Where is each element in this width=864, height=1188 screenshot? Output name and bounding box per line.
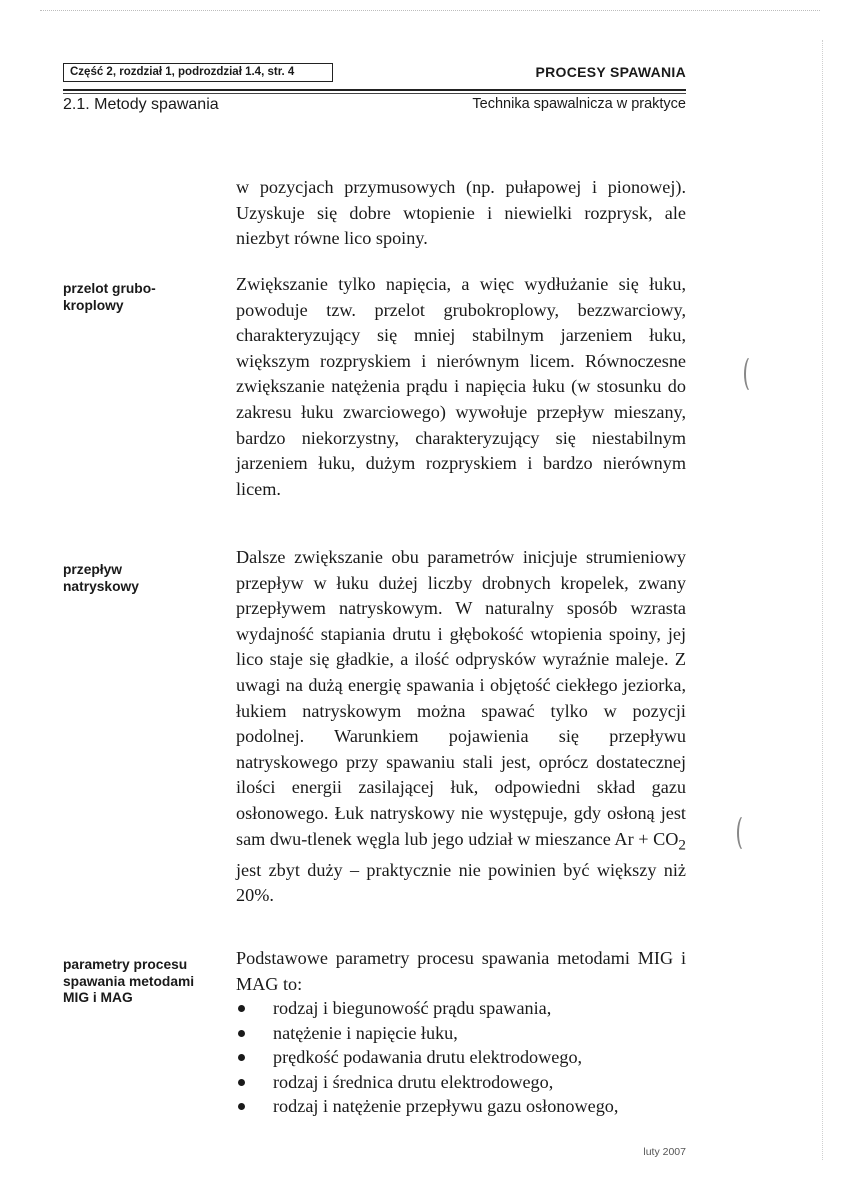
spray-text-main: Dalsze zwiększanie obu parametrów inicjuje strumieniowy przepływ w łuku dużej liczby drobnych kropelek, zwany przepływem natryskowym. W naturalny sposób wzrasta wydajność stapiania drutu i głębokość wtopienia spoiny, jej lico staje się gładkie, a ilość odprysków wyraźnie maleje. Z uwagi na dużą energię spawania i objętość ciekłego jeziorka, łukiem natryskowym można spawać tylko w pozycji podolnej. Warunkiem pojawienia się przepływu natryskowego przy spawaniu stali jest, oprócz dostatecznej ilości energii zasilającej łuk, odpowiedni skład gazu osłonowego. Łuk natryskowy nie występuje, gdy osłoną jest sam dwu-tlenek węgla lub jego udział w mieszance Ar + CO	[236, 547, 686, 849]
list-item: prędkość podawania drutu elektrodowego,	[236, 1045, 696, 1070]
section-title: 2.1. Metody spawania	[63, 96, 219, 113]
header-rule-thin	[63, 93, 686, 94]
paragraph-intro: w pozycjach przymusowych (np. pułapowej i pionowej). Uzyskuje się dobre wtopienie i niewielki rozprysk, ale niezbyt równe lico spoiny.	[236, 177, 686, 249]
list-item: rodzaj i natężenie przepływu gazu osłonowego,	[236, 1094, 696, 1119]
bullet-icon	[238, 1079, 245, 1086]
co2-subscript: 2	[678, 836, 686, 854]
bullet-icon	[238, 1054, 245, 1061]
margin-note-globular-transfer: przelot grubo-kroplowy	[63, 281, 156, 313]
bullet-icon	[238, 1005, 245, 1012]
chapter-location: Część 2, rozdział 1, podrozdział 1.4, str. 4	[63, 63, 333, 82]
running-title: PROCESY SPAWANIA	[535, 64, 686, 80]
parameter-list	[236, 996, 696, 1119]
bullet-icon	[238, 1103, 245, 1110]
list-item: rodzaj i biegunowość prądu spawania,	[236, 996, 696, 1021]
list-item: natężenie i napięcie łuku,	[236, 1021, 696, 1046]
footer-date: luty 2007	[643, 1146, 686, 1158]
spray-text-end: jest zbyt duży – praktycznie nie powinien być większy niż 20%.	[236, 859, 686, 906]
header-rule	[63, 89, 686, 91]
book-title: Technika spawalnicza w praktyce	[472, 96, 686, 112]
binder-hole-mark-lower	[737, 815, 751, 851]
bullet-icon	[238, 1030, 245, 1037]
list-item: rodzaj i średnica drutu elektrodowego,	[236, 1070, 696, 1095]
paragraph-globular-transfer: Zwiększanie tylko napięcia, a więc wydłużanie się łuku, powoduje tzw. przelot grubokroplowy, bezzwarciowy, charakteryzujący się mniej stabilnym jarzeniem łuku, większym rozpryskiem i nierównym licem. Równoczesne zwiększanie natężenia prądu i napięcia łuku (w stosunku do zakresu łuku zwarciowego) wywołuje przepływ mieszany, bardzo niekorzystny, charakteryzujący się niestabilnym jarzeniem łuku, dużym rozpryskiem i bardzo nierównym licem.	[236, 274, 686, 499]
scan-border-top	[40, 10, 820, 11]
scan-border-right	[822, 40, 823, 1160]
margin-note-spray-transfer: przepływ natryskowy	[63, 562, 139, 594]
margin-note-process-parameters: parametry procesu spawania metodami MIG i MAG	[63, 957, 195, 1005]
paragraph-parameters-intro: Podstawowe parametry procesu spawania metodami MIG i MAG to:	[236, 948, 686, 994]
paragraph-spray-transfer	[236, 545, 686, 909]
binder-hole-mark-upper	[744, 356, 758, 392]
